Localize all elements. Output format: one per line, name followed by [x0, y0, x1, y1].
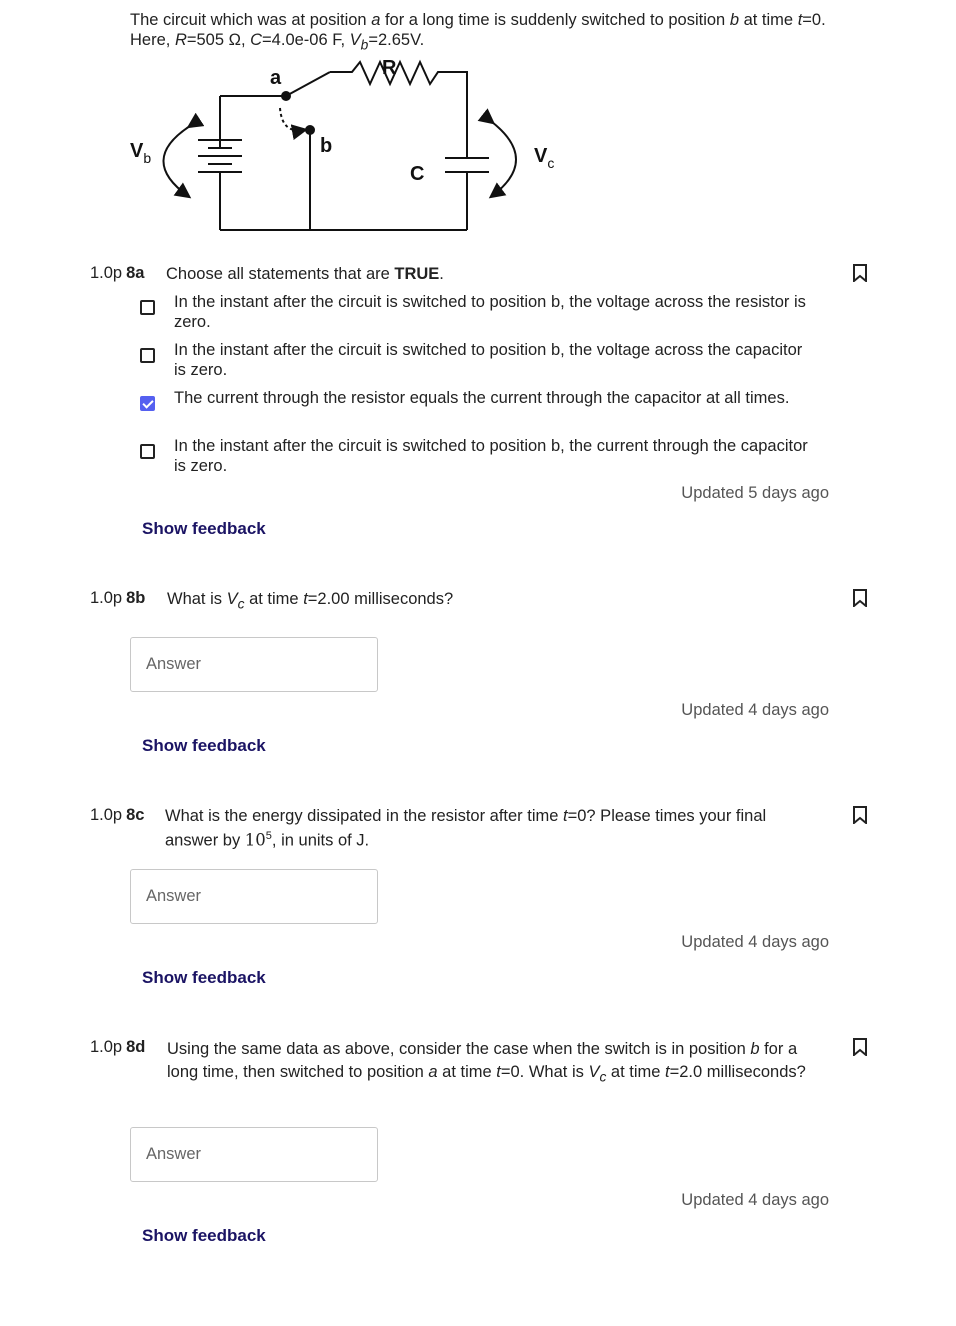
label-b: b [320, 135, 333, 157]
intro-t-var: t [797, 11, 803, 29]
question-8d-header [90, 1038, 145, 1057]
question-points: 1.0p [90, 264, 123, 282]
question-8c-header [90, 806, 144, 825]
option-row[interactable] [140, 292, 820, 334]
bookmark-icon[interactable] [852, 806, 868, 824]
question-emphasis: TRUE [394, 265, 440, 283]
intro-vb-val: =2.65V. [368, 31, 425, 49]
question-points: 1.0p [90, 1038, 123, 1056]
var-t: t [563, 807, 568, 825]
question-8b-text [167, 589, 827, 614]
intro-text: =0. Here, [130, 11, 826, 49]
question-8a-text [166, 264, 826, 284]
intro-c-val: =4.0e-06 F, [262, 31, 350, 49]
question-8c-text [165, 806, 805, 851]
label-a: a [270, 67, 282, 89]
question-text: =0? Please times your final answer by [165, 807, 767, 850]
node-b [305, 125, 315, 135]
question-text: =2.00 milliseconds? [307, 590, 454, 608]
var-t: t [303, 590, 308, 608]
option-label: In the instant after the circuit is switched to position b, the voltage across the capacitor is zero. [174, 341, 803, 379]
var-t: t [665, 1063, 670, 1081]
option-row[interactable] [140, 436, 820, 478]
question-text: for a long time, then switched to position [167, 1040, 798, 1081]
question-text: , in units of J. [271, 831, 370, 850]
var-v: V [588, 1063, 600, 1081]
question-number: 8b [126, 589, 146, 607]
resistor [330, 62, 467, 158]
question-text: =2.0 milliseconds? [669, 1063, 806, 1081]
intro-c-var: C [250, 31, 263, 49]
intro-r-val: =505 Ω, [186, 31, 251, 49]
switch-lever [286, 72, 330, 96]
answer-input[interactable] [130, 637, 378, 692]
question-8b-header [90, 589, 145, 608]
var-sub: c [599, 1069, 607, 1085]
vb-arc [163, 126, 190, 196]
problem-statement [130, 10, 850, 55]
var-pos-a: a [428, 1063, 438, 1081]
updated-timestamp: Updated 5 days ago [681, 484, 829, 502]
label-r: R [382, 57, 397, 79]
checkbox[interactable] [140, 300, 155, 315]
circuit-diagram [120, 50, 580, 240]
question-points: 1.0p [90, 589, 123, 607]
question-text: What is the energy dissipated in the resistor after time [165, 807, 564, 825]
power-base: 10 [244, 830, 266, 850]
option-label: The current through the resistor equals the current through the capacitor at all times. [174, 389, 790, 407]
checkbox[interactable] [140, 396, 155, 411]
question-text: at time [437, 1063, 497, 1081]
question-text: What is [167, 590, 227, 608]
vc-arc [492, 122, 516, 196]
show-feedback-link[interactable]: Show feedback [142, 1226, 266, 1245]
intro-vb-var: V [349, 31, 361, 49]
intro-text: The circuit which was at position [130, 11, 372, 29]
question-text: =0. What is [500, 1063, 589, 1081]
var-t: t [496, 1063, 501, 1081]
bookmark-icon[interactable] [852, 589, 868, 607]
var-pos-b: b [750, 1040, 760, 1058]
intro-pos-a: a [371, 11, 381, 29]
answer-input[interactable] [130, 1127, 378, 1182]
question-text: at time [606, 1063, 666, 1081]
question-text: Choose all statements that are [166, 265, 395, 283]
show-feedback-link[interactable]: Show feedback [142, 519, 266, 538]
var-sub: c [237, 596, 245, 612]
option-row[interactable] [140, 388, 820, 430]
question-8d-text [167, 1038, 827, 1088]
intro-r-var: R [174, 31, 187, 49]
power-exponent: 5 [265, 830, 272, 842]
question-points: 1.0p [90, 806, 123, 824]
node-a [281, 91, 291, 101]
switch-arrow [280, 108, 304, 131]
option-label: In the instant after the circuit is switched to position b, the current through the capacitor is zero. [174, 437, 808, 475]
updated-timestamp: Updated 4 days ago [681, 701, 829, 719]
question-number: 8a [126, 264, 145, 282]
bookmark-icon[interactable] [852, 1038, 868, 1056]
updated-timestamp: Updated 4 days ago [681, 1191, 829, 1209]
updated-timestamp: Updated 4 days ago [681, 933, 829, 951]
show-feedback-link[interactable]: Show feedback [142, 968, 266, 987]
question-text: Using the same data as above, consider the case when the switch is in position [167, 1040, 751, 1058]
show-feedback-link[interactable]: Show feedback [142, 736, 266, 755]
var-v: V [226, 590, 238, 608]
answer-input[interactable] [130, 869, 378, 924]
label-c: C [410, 163, 425, 185]
intro-text: at time [739, 11, 798, 29]
intro-text: for a long time is suddenly switched to position [380, 11, 730, 29]
option-row[interactable] [140, 340, 820, 382]
question-number: 8c [126, 806, 145, 824]
checkbox[interactable] [140, 444, 155, 459]
bookmark-icon[interactable] [852, 264, 868, 282]
question-number: 8d [126, 1038, 146, 1056]
intro-vb-sub: b [360, 37, 369, 53]
label-vb: $V_b$ [130, 140, 152, 166]
question-text: at time [244, 590, 304, 608]
option-label: In the instant after the circuit is switched to position b, the voltage across the resistor is zero. [174, 293, 806, 331]
question-text: . [439, 265, 444, 283]
question-8a-header [90, 264, 144, 283]
checkbox[interactable] [140, 348, 155, 363]
label-vc: $V_c$ [534, 145, 555, 171]
intro-pos-b: b [729, 11, 739, 29]
